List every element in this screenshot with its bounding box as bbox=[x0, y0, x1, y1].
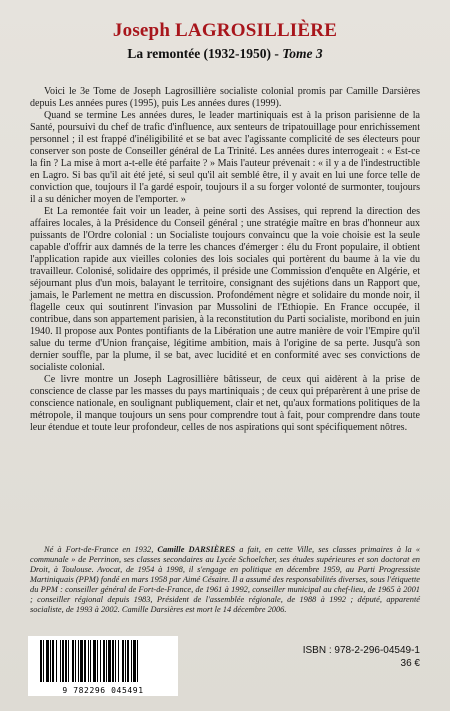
subtitle-tome: Tome 3 bbox=[282, 46, 323, 61]
price-label: 36 € bbox=[400, 658, 420, 669]
barcode-bars bbox=[28, 636, 178, 686]
summary-paragraph-1: Voici le 3e Tome de Joseph Lagrosillière socialiste colonial promis par Camille Darsières depuis Les années pures (1995), puis Les années dures (1999). bbox=[30, 86, 420, 109]
barcode bbox=[28, 636, 178, 696]
bio-text: a fait, en cette Ville, ses classes primaires à la « communale » de Perrinon, ses classes secondaires au Lycée Schoelcher, ses études supérieures et son doctorat en Droit, à Toulouse. Avocat, de 1954 à 1998, il s'engage en politique en décembre 1959, au Parti Progressiste Martiniquais (PPM) fondé en mars 1958 par Aimé Césaire. Il a assumé des responsabilités diverses, sous l'étiquette du PPM : conseiller général de Fort-de-France, de 1961 à 1992, conseiller municipal au chef-lieu, de 1965 à 2001 ; conseiller régional depuis 1983, Président de l'assemblée régionale, de 1988 à 1992 ; député, apparenté socialiste, de 1993 à 2002. Camille Darsières est mort le 14 décembre 2006. bbox=[30, 545, 421, 614]
bio-paragraph bbox=[30, 545, 420, 615]
summary-paragraph-2: Quand se termine Les années dures, le leader martiniquais est à la prison parisienne de la Santé, poursuivi du chef de trafic d'influence, aux senteurs de tripatouillage pour enrichissement personnel ; il est frappé d'inéligibilité et se bat avec l'agissante complicité de ses électeurs pour conserver son poste de Conseiller général de La Trinité. Les années dures interrogeait : « Est-ce la fin ? La mise à mort a-t-elle été parfaite ? » Mais l'auteur prévenait : « il y a de l'indestructible en Lagro. Si bas qu'il ait été jeté, si seul qu'il ait semblé être, il y avait en lui une force telle de conviction que, toujours il l'a gardé espoir, toujours il a su forger volonté de surmonter, toujours il a su dénicher moyen de l'emporter. » bbox=[30, 110, 420, 205]
isbn-price-block bbox=[303, 644, 420, 670]
barcode-digits: 9 782296 045491 bbox=[62, 686, 144, 695]
summary-paragraph-4: Ce livre montre un Joseph Lagrosillière bâtisseur, de ceux qui aidèrent à la prise de conscience de classe par les masses du pays martiniquais ; de ceux qui préparèrent à une prise de conscience nationale, en soulignant publiquement, clair et net, qu'aux formations politiques de la métropole, il manque toujours un sens pour comprendre tout à fait, pour comprendre dans toute leur étendue et toute leur profondeur, celles de nos aspirations qui sont spécifiquement nôtres. bbox=[30, 374, 420, 433]
author-biography bbox=[30, 545, 420, 615]
header bbox=[0, 20, 450, 62]
book-subtitle bbox=[0, 46, 450, 62]
author-title: Joseph LAGROSILLIÈRE bbox=[112, 20, 338, 41]
bio-intro: Né à Fort-de-France en 1932, bbox=[44, 545, 158, 554]
isbn-label: ISBN : 978-2-296-04549-1 bbox=[302, 645, 420, 656]
summary-text bbox=[30, 86, 420, 434]
summary-paragraph-3: Et La remontée fait voir un leader, à peine sorti des Assises, qui reprend la direction des affaires locales, à la Présidence du Conseil général ; une stratégie maître en bras d'honneur aux puissants de l'Ordre colonial : un Socialiste toujours convaincu que la voie choisie est la seule capable d'offrir aux damnés de la terre les chances d'émerger : élu du Front populaire, il obtient l'application rapide aux vieilles colonies des lois sociales qui portèrent du baume à la vie du travailleur. Colonisé, solidaire des opprimés, il préside une Commission d'enquête en Algérie, et séjournant plus d'un mois, balayant le territoire, consignant des sujétions dans un Rapport que, jamais, le Parlement ne mettra en discussion. Profondément nègre et solidaire du monde noir, il flagelle ceux qui soutinrent l'invasion par Mussolini de l'Ethiopie. En France occupée, il contribue, dans son appartement parisien, à la reconstitution du Parti socialiste, moribond en juin 1940. Il propose aux Pontes pontifiants de la Libération une autre manière de voir l'Empire qu'il salue du terme d'Union française, légitime ambition, mais à l'origine de sa perte. Jusqu'à son dernier souffle, par la plume, il se bat, avec lucidité et en conformité avec ses convictions de socialiste colonial. bbox=[30, 206, 420, 373]
subtitle-main: La remontée (1932-1950) - bbox=[127, 46, 283, 61]
bio-author-name: Camille DARSIÈRES bbox=[157, 545, 236, 554]
